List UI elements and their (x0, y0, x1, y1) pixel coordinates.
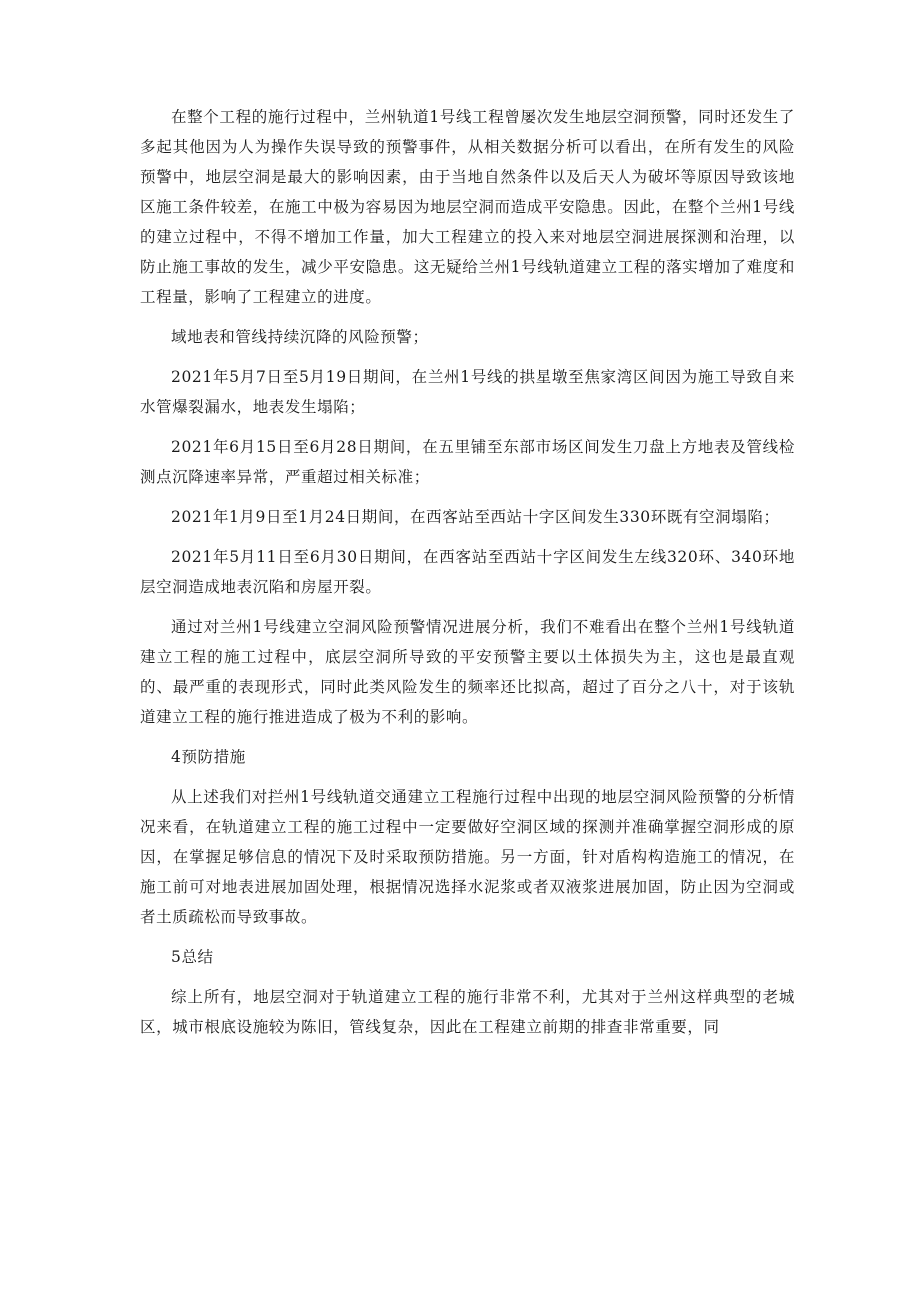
paragraph-event-3: 2021年1月9日至1月24日期间，在西客站至西站十字区间发生330环既有空洞塌陷； (171, 508, 780, 526)
section-heading-prevention: 4预防措施 (171, 748, 246, 766)
paragraph-analysis: 通过对兰州1号线建立空洞风险预警情况进展分析，我们不难看出在整个兰州1号线轨道建立工程的施工过程中，底层空洞所导致的平安预警主要以土体损失为主，这也是最直观的、最严重的表现形式，同时此类风险发生的频率还比拟高，超过了百分之八十，对于该轨道建立工程的施行推进造成了极为不利的影响。 (140, 618, 795, 726)
section-heading-summary: 5总结 (171, 948, 214, 966)
paragraph-warning-type: 域地表和管线持续沉降的风险预警； (171, 328, 429, 346)
document-body (140, 102, 795, 1052)
paragraph-summary: 综上所有，地层空洞对于轨道建立工程的施行非常不利，尤其对于兰州这样典型的老城区，城市根底设施较为陈旧，管线复杂，因此在工程建立前期的排查非常重要，同 (140, 988, 795, 1036)
paragraph-intro: 在整个工程的施行过程中，兰州轨道1号线工程曾屡次发生地层空洞预警，同时还发生了多起其他因为人为操作失误导致的预警事件，从相关数据分析可以看出，在所有发生的风险预警中，地层空洞是最大的影响因素，由于当地自然条件以及后天人为破坏等原因导致该地区施工条件较差，在施工中极为容易因为地层空洞而造成平安隐患。因此，在整个兰州1号线的建立过程中，不得不增加工作量，加大工程建立的投入来对地层空洞进展探测和治理，以防止施工事故的发生，减少平安隐患。这无疑给兰州1号线轨道建立工程的落实增加了难度和工程量，影响了工程建立的进度。 (140, 108, 795, 306)
paragraph-event-1: 2021年5月7日至5月19日期间，在兰州1号线的拱星墩至焦家湾区间因为施工导致自来水管爆裂漏水，地表发生塌陷； (140, 368, 795, 416)
paragraph-prevention: 从上述我们对拦州1号线轨道交通建立工程施行过程中出现的地层空洞风险预警的分析情况来看，在轨道建立工程的施工过程中一定要做好空洞区域的探测并准确掌握空洞形成的原因，在掌握足够信息的情况下及时采取预防措施。另一方面，针对盾构构造施工的情况，在施工前可对地表进展加固处理，根据情况选择水泥浆或者双液浆进展加固，防止因为空洞或者土质疏松而导致事故。 (140, 788, 795, 926)
paragraph-event-2: 2021年6月15日至6月28日期间，在五里铺至东部市场区间发生刀盘上方地表及管线检测点沉降速率异常，严重超过相关标准； (140, 438, 795, 486)
paragraph-event-4: 2021年5月11日至6月30日期间，在西客站至西站十字区间发生左线320环、340环地层空洞造成地表沉陷和房屋开裂。 (140, 548, 795, 596)
